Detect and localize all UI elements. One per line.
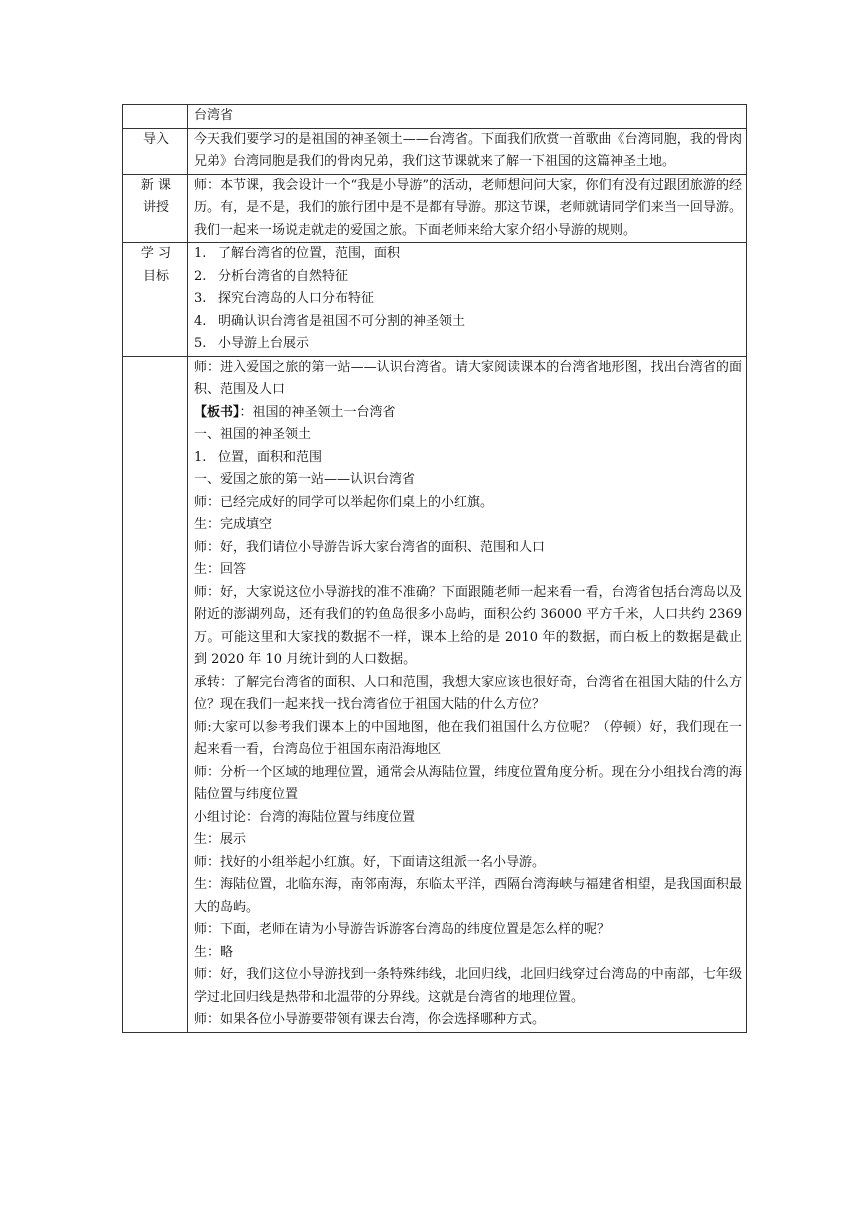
list-number: 4.	[194, 313, 207, 329]
list-number: 1.	[194, 246, 207, 261]
paragraph: 生：回答	[194, 562, 247, 577]
process-content	[188, 356, 747, 1032]
board-note	[194, 402, 742, 425]
list-item	[194, 243, 742, 266]
goals-list	[188, 243, 747, 357]
intro-content: 今天我们要学习的是祖国的神圣领土——台湾省。下面我们欣赏一首歌曲《台湾同胞，我的骨肉兄弟》台湾同胞是我们的骨肉兄弟，我们这节课就来了解一下祖国的这篇神圣土地。	[188, 128, 747, 174]
paragraph: 一、爱国之旅的第一站——认识台湾省	[194, 472, 416, 487]
list-item	[194, 333, 742, 356]
new-lesson-content: 师：本节课，我会设计一个“我是小导游”的活动，老师想问问大家，你们有没有过跟团旅游的经历。有，是不是，我们的旅行团中是不是都有导游。那这节课，老师就请同学们来当一回导游。我们一起来一场说走就走的爱国之旅。下面老师来给大家介绍小导游的规则。	[188, 174, 747, 243]
row-label-intro: 导入	[123, 128, 188, 174]
paragraph: 师：分析一个区域的地理位置，通常会从海陆位置，纬度位置角度分析。现在分小组找台湾的海陆位置与纬度位置	[194, 764, 742, 802]
board-tag: 【板书】	[194, 404, 240, 420]
list-number: 5.	[194, 336, 207, 351]
table-row	[123, 174, 747, 243]
paragraph: 师：找好的小组举起小红旗。好，下面请这组派一名小导游。	[194, 854, 546, 870]
paragraph: 生：略	[194, 944, 234, 960]
section-heading: 一、祖国的神圣领土	[194, 427, 312, 442]
lesson-plan-table	[122, 104, 747, 1033]
list-number: 2.	[194, 268, 207, 284]
subheading	[194, 447, 742, 470]
row-label-empty	[123, 105, 188, 129]
table-row	[123, 243, 747, 357]
label-line: 讲授	[142, 200, 169, 215]
list-number: 1.	[194, 449, 207, 465]
paragraph: 生：展示	[194, 832, 247, 847]
list-number: 3.	[194, 291, 207, 306]
paragraph: 师：好，我们请位小导游告诉大家台湾省的面积、范围和人口	[194, 539, 546, 555]
list-item	[194, 288, 742, 311]
list-text: 分析台湾省的自然特征	[218, 268, 349, 284]
label-line: 新 课	[140, 177, 172, 193]
paragraph: 师：如果各位小导游要带领有课去台湾，你会选择哪种方式。	[194, 1012, 546, 1027]
list-text: 小导游上台展示	[218, 336, 310, 351]
paragraph: 师:大家可以参考我们课本上的中国地图，他在我们祖国什么方位呢？（停顿）好，我们现在一起来看一看，台湾岛位于祖国东南沿海地区	[194, 719, 742, 757]
label-line: 目标	[142, 268, 169, 284]
lesson-title: 台湾省	[188, 105, 747, 129]
paragraph: 师：好，我们这位小导游找到一条特殊纬线，北回归线，北回归线穿过台湾岛的中南部，七年级学过北回归线是热带和北温带的分界线。这就是台湾省的地理位置。	[194, 967, 742, 1005]
list-item	[194, 266, 742, 289]
row-label-new-lesson	[123, 174, 188, 243]
row-label-empty	[123, 356, 188, 1032]
list-text: 明确认识台湾省是祖国不可分割的神圣领土	[218, 313, 466, 329]
paragraph: 师：已经完成好的同学可以举起你们桌上的小红旗。	[194, 494, 494, 510]
list-text: 了解台湾省的位置，范围，面积	[218, 246, 401, 261]
board-text: ：祖国的神圣领土一台湾省	[239, 404, 396, 420]
table-row	[123, 128, 747, 174]
label-line: 学 习	[140, 246, 172, 261]
paragraph: 师：进入爱国之旅的第一站——认识台湾省。请大家阅读课本的台湾省地形图，找出台湾省的面积、范围及人口	[194, 359, 742, 397]
list-text: 探究台湾岛的人口分布特征	[218, 291, 375, 306]
paragraph: 师：好，大家说这位小导游找的准不准确？下面跟随老师一起来看一看，台湾省包括台湾岛以及附近的澎湖列岛，还有我们的钓鱼岛很多小岛屿，面积公约 36000 平方千米，人口共约 2369 万。可能这里和大家找的数据不一样，课本上给的是 2010 年的数据，而白板上的数据是截止到 2020 年 10 月统计到的人口数据。	[194, 584, 742, 667]
paragraph: 生：完成填空	[194, 517, 273, 532]
row-label-goals	[123, 243, 188, 357]
table-row	[123, 105, 747, 129]
paragraph: 承转：了解完台湾省的面积、人口和范围，我想大家应该也很好奇，台湾省在祖国大陆的什么方位？现在我们一起来找一找台湾省位于祖国大陆的什么方位？	[194, 674, 742, 712]
paragraph: 师：下面，老师在请为小导游告诉游客台湾岛的纬度位置是怎么样的呢？	[194, 922, 611, 937]
table-row	[123, 356, 747, 1032]
paragraph: 生：海陆位置，北临东海，南邻南海，东临太平洋，西隔台湾海峡与福建省相望，是我国面积最大的岛屿。	[194, 877, 742, 915]
list-text: 位置，面积和范围	[218, 449, 323, 465]
list-item	[194, 311, 742, 334]
paragraph: 小组讨论：台湾的海陆位置与纬度位置	[194, 809, 416, 825]
